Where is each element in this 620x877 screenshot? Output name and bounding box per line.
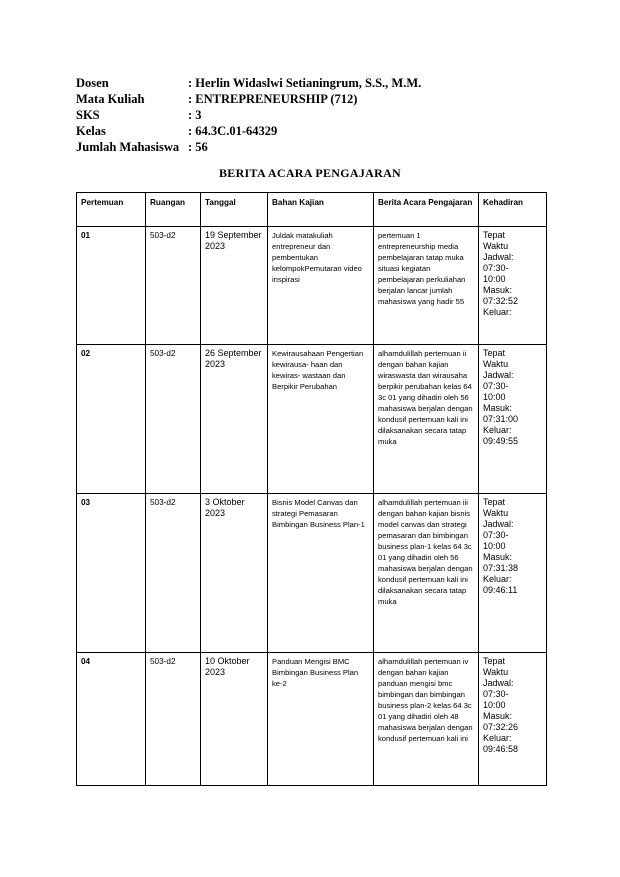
kehadiran-line: 07:30-	[483, 689, 509, 699]
kelas-row	[76, 123, 421, 139]
kehadiran-line: Jadwal:	[483, 678, 514, 688]
kehadiran-line: Waktu	[483, 508, 509, 518]
tanggal-cell: 10 Oktober 2023	[201, 653, 268, 786]
table-row	[77, 345, 547, 494]
column-header-bahan-kajian: Bahan Kajian	[268, 193, 374, 227]
tanggal-cell: 19 September 2023	[201, 227, 268, 345]
column-header-ruangan: Ruangan	[146, 193, 201, 227]
pertemuan-cell: 02	[77, 345, 146, 494]
mata-kuliah-value: : ENTREPRENEURSHIP (712)	[188, 92, 358, 106]
bahan-kajian-cell: Bisnis Model Canvas dan strategi Pemasaran Bimbingan Business Plan-1	[268, 494, 374, 653]
kehadiran-line: Masuk:	[483, 711, 513, 721]
table-row	[77, 227, 547, 345]
kehadiran-line: 07:30-	[483, 530, 509, 540]
ruangan-cell: 503-d2	[146, 345, 201, 494]
kehadiran-line: Tepat	[483, 497, 506, 507]
kehadiran-line: Waktu	[483, 241, 509, 251]
kehadiran-line: Keluar:	[483, 307, 512, 317]
pertemuan-cell: 04	[77, 653, 146, 786]
kehadiran-line: 09:49:55	[483, 436, 519, 446]
kehadiran-line: Waktu	[483, 667, 509, 677]
document-title: BERITA ACARA PENGAJARAN	[218, 166, 402, 180]
kelas-value: : 64.3C.01-64329	[188, 124, 278, 138]
dosen-value: : Herlin Widaslwi Setianingrum, S.S., M.M.	[188, 76, 422, 90]
kehadiran-line: Masuk:	[483, 285, 513, 295]
mata-kuliah-label: Mata Kuliah	[76, 92, 145, 106]
berita-acara-cell: alhamdulillah pertemuan iv dengan bahan kajian panduan mengisi bmc bimbingan dan bimbingan business plan-2 kelas 64 3c 01 yang dihadiri oleh 48 mahasiswa berjalan dengan kondusif pertemuan kali ini	[374, 653, 479, 786]
tanggal-cell: 3 Oktober 2023	[201, 494, 268, 653]
kehadiran-line: 07:30-	[483, 381, 509, 391]
ruangan-cell: 503-d2	[146, 653, 201, 786]
table-header-row	[77, 193, 547, 227]
kehadiran-line: 07:32:26	[483, 722, 519, 732]
kehadiran-line: Keluar:	[483, 733, 512, 743]
sks-row	[76, 107, 421, 123]
kehadiran-cell	[479, 653, 547, 786]
sks-value: : 3	[188, 108, 202, 122]
ruangan-cell: 503-d2	[146, 227, 201, 345]
kehadiran-line: Jadwal:	[483, 370, 514, 380]
table-row	[77, 494, 547, 653]
kehadiran-line: Keluar:	[483, 425, 512, 435]
bahan-kajian-cell: Panduan Mengisi BMC Bimbingan Business Plan ke-2	[268, 653, 374, 786]
kehadiran-line: Tepat	[483, 348, 506, 358]
bahan-kajian-cell: Kewirausahaan Pengertian kewirausa- haan dan kewiras- wastaan dan Berpikir Perubahan	[268, 345, 374, 494]
course-info	[76, 75, 421, 155]
kehadiran-line: Keluar:	[483, 574, 512, 584]
jumlah-mahasiswa-value: : 56	[188, 140, 208, 154]
kehadiran-line: 09:46:11	[483, 585, 518, 595]
kehadiran-line: 07:31:00	[483, 414, 519, 424]
tanggal-cell: 26 September 2023	[201, 345, 268, 494]
pertemuan-cell: 03	[77, 494, 146, 653]
attendance-table	[76, 192, 547, 786]
kehadiran-line: Tepat	[483, 656, 506, 666]
berita-acara-cell: alhamdulillah pertemuan iii dengan bahan kajian bisnis model canvas dan strategi pemasaran dan bimbingan business plan-1 kelas 64 3c 01 yang dihadiri oleh 56 mahasiswa berjalan dengan kondusif pertemuan kali ini dilaksanakan secara tatap muka	[374, 494, 479, 653]
kehadiran-line: Waktu	[483, 359, 509, 369]
column-header-pertemuan: Pertemuan	[77, 193, 146, 227]
kehadiran-line: Tepat	[483, 230, 506, 240]
mata-kuliah-row	[76, 91, 421, 107]
table-row	[77, 653, 547, 786]
kelas-label: Kelas	[76, 124, 106, 138]
kehadiran-line: 10:00	[483, 392, 506, 402]
kehadiran-line: 07:31:38	[483, 563, 519, 573]
kehadiran-line: Jadwal:	[483, 519, 514, 529]
sks-label: SKS	[76, 108, 100, 122]
dosen-label: Dosen	[76, 76, 109, 90]
berita-acara-cell: alhamdulillah pertemuan ii dengan bahan kajian wiraswasta dan wirausaha berpikir perubahan kelas 64 3c 01 yang dihadiri oleh 56 mahasiswa berjalan dengan kondusif pertemuan kali ini dilaksanakan secara tatap muka	[374, 345, 479, 494]
column-header-kehadiran: Kehadiran	[479, 193, 547, 227]
kehadiran-cell	[479, 494, 547, 653]
kehadiran-line: Masuk:	[483, 403, 513, 413]
kehadiran-line: 09:46:58	[483, 744, 519, 754]
dosen-row	[76, 75, 421, 91]
kehadiran-line: 10:00	[483, 274, 506, 284]
ruangan-cell: 503-d2	[146, 494, 201, 653]
berita-acara-cell: pertemuan 1 entrepreneurship media pembelajaran tatap muka situasi kegiatan pembelajaran perkuliahan berjalan lancar jumlah mahasiswa yang hadir 55	[374, 227, 479, 345]
kehadiran-line: 10:00	[483, 541, 506, 551]
kehadiran-line: 07:30-	[483, 263, 509, 273]
kehadiran-cell	[479, 345, 547, 494]
bahan-kajian-cell: Juldak matakuliah entrepreneur dan pembentukan kelompokPemutaran video inspirasi	[268, 227, 374, 345]
kehadiran-line: Masuk:	[483, 552, 513, 562]
kehadiran-line: 10:00	[483, 700, 506, 710]
pertemuan-cell: 01	[77, 227, 146, 345]
column-header-berita-acara: Berita Acara Pengajaran	[374, 193, 479, 227]
column-header-tanggal: Tanggal	[201, 193, 268, 227]
jumlah-mahasiswa-label: Jumlah Mahasiswa	[76, 140, 180, 154]
kehadiran-line: Jadwal:	[483, 252, 514, 262]
kehadiran-cell	[479, 227, 547, 345]
jumlah-mahasiswa-row	[76, 139, 421, 155]
kehadiran-line: 07:32:52	[483, 296, 519, 306]
